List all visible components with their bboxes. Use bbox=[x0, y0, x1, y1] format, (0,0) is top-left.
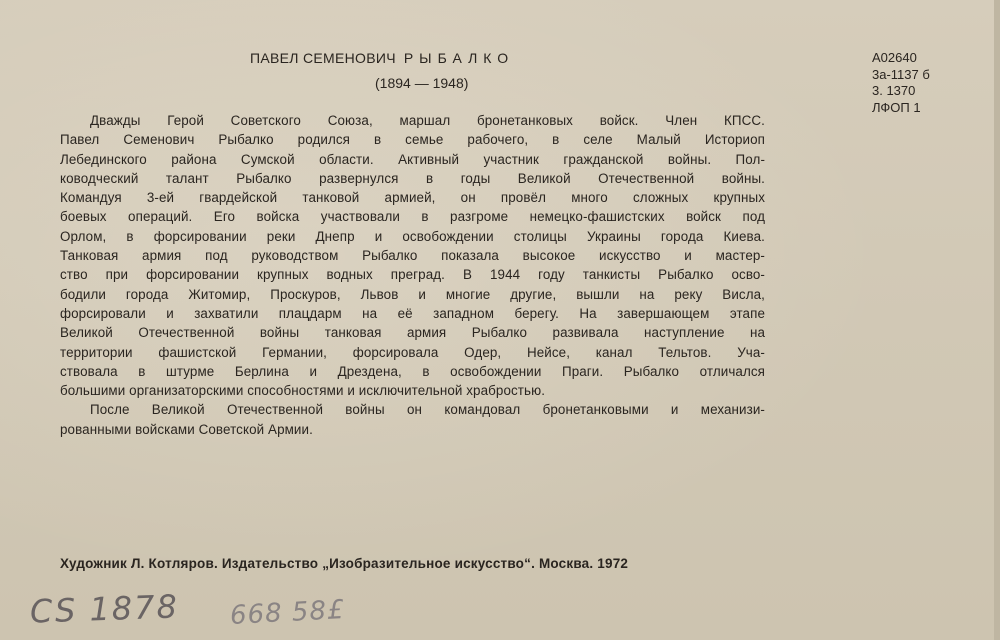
handwritten-catalog-mark: CS 1878 bbox=[29, 587, 180, 631]
title-name: ПАВЕЛ СЕМЕНОВИЧ bbox=[250, 50, 396, 66]
text-line: После Великой Отечественной войны он командовал бронетанковыми и механизи- bbox=[90, 402, 765, 418]
text-line: территории фашистской Германии, форсировала Одер, Нейсе, канал Тельтов. Уча- bbox=[60, 344, 765, 360]
text-line: большими организаторскими способностями и исключительной храбростью. bbox=[60, 383, 546, 399]
life-years: (1894 — 1948) bbox=[375, 75, 469, 91]
catalog-codes bbox=[872, 50, 992, 116]
catalog-code: 3. 1370 bbox=[872, 83, 916, 98]
text-line: Лебединского района Сумской области. Активный участник гражданской войны. Пол- bbox=[60, 151, 765, 167]
handwritten-faded-mark: 668 58£ bbox=[229, 595, 346, 631]
catalog-code: А02640 bbox=[872, 50, 917, 65]
catalog-code: 3а-1137 б bbox=[872, 66, 930, 82]
text-line: ководческий талант Рыбалко развернулся в годы Великой Отечественной войны. bbox=[60, 170, 765, 186]
text-line: ство при форсировании крупных водных преград. В 1944 году танкисты Рыбалко осво- bbox=[60, 267, 765, 283]
text-line: ствовала в штурме Берлина и Дрездена, в освобождении Праги. Рыбалко отличался bbox=[60, 363, 765, 379]
text-line: Танковая армия под руководством Рыбалко показала высокое искусство и мастер- bbox=[60, 248, 765, 264]
text-line: боевых операций. Его войска участвовали в разгроме немецко-фашистских войск под bbox=[60, 209, 765, 225]
page-title bbox=[250, 50, 670, 66]
text-line: рованными войсками Советской Армии. bbox=[60, 421, 313, 437]
title-surname: РЫБАЛКО bbox=[403, 50, 515, 66]
card-edge bbox=[994, 0, 1000, 640]
publisher-credit: Художник Л. Котляров. Издательство „Изобразительное искусство“. Москва. 1972 bbox=[60, 556, 629, 571]
text-line: Командуя 3-ей гвардейской танковой армией, он провёл много сложных крупных bbox=[60, 190, 765, 206]
text-line: бодили города Житомир, Проскуров, Львов и многие другие, вышли на реку Висла, bbox=[60, 286, 765, 302]
biography-text bbox=[60, 111, 765, 439]
text-line: форсировали и захватили плацдарм на её западном берегу. На завершающем этапе bbox=[60, 305, 765, 321]
text-line: Дважды Герой Советского Союза, маршал бронетанковых войск. Член КПСС. bbox=[90, 113, 765, 128]
catalog-code: ЛФОП 1 bbox=[872, 99, 921, 115]
text-line: Павел Семенович Рыбалко родился в семье рабочего, в селе Малый Историоп bbox=[60, 132, 765, 148]
text-line: Великой Отечественной войны танковая армия Рыбалко развивала наступление на bbox=[60, 325, 765, 341]
text-line: Орлом, в форсировании реки Днепр и освобождении столицы Украины города Киева. bbox=[60, 228, 765, 244]
